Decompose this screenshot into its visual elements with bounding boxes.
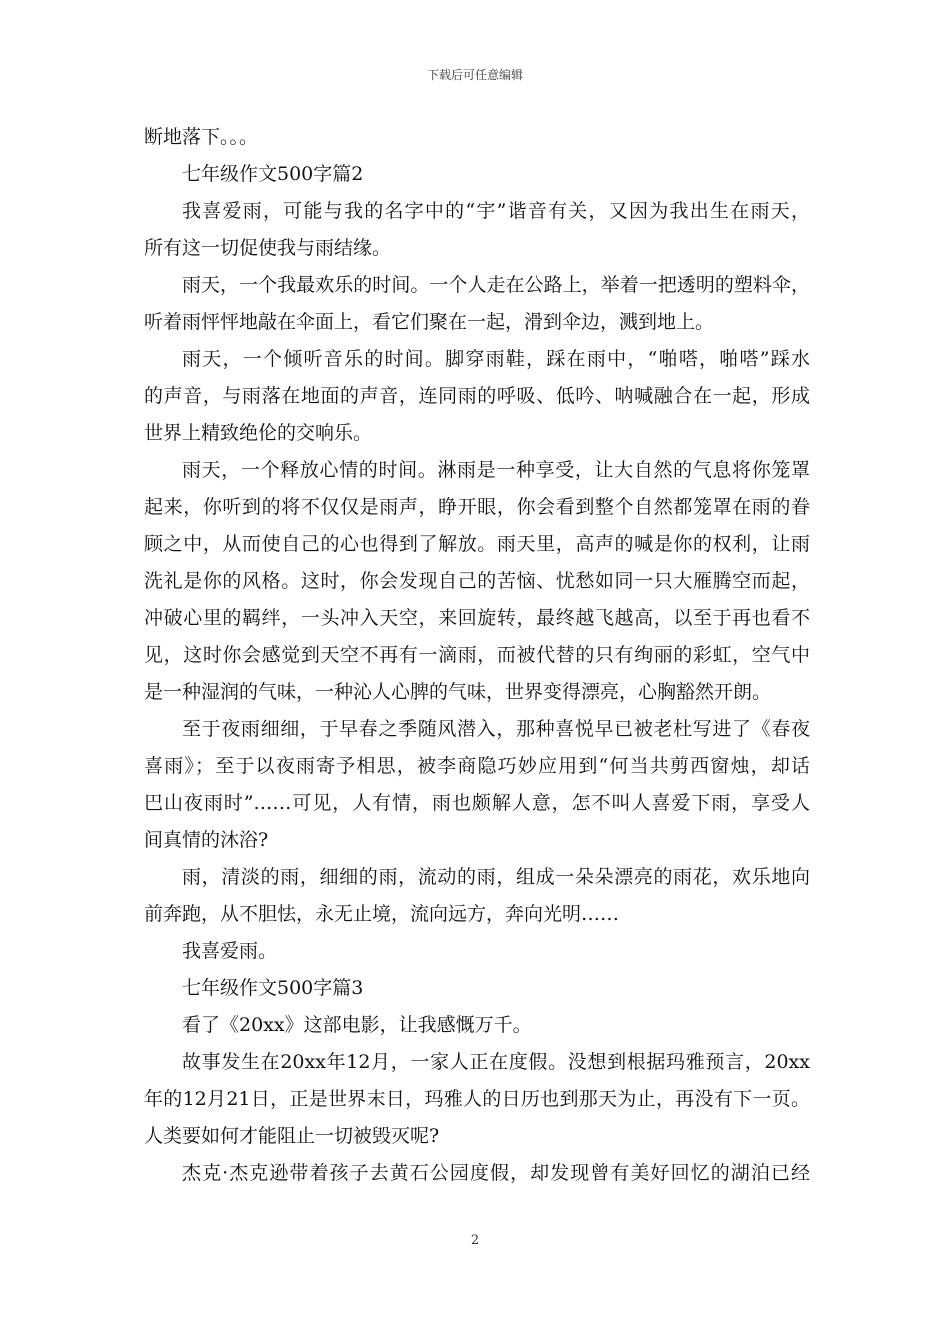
text-line: 断地落下。。。 [144,126,259,148]
page-header: 下载后可任意编辑 [426,68,523,82]
text-line: 所有这一切促使我与雨结缘。 [144,237,392,259]
text-line: 起来，你听到的将不仅仅是雨声，睁开眼，你会看到整个自然都笼罩在雨的眷 [144,496,810,518]
text-line: 雨，清淡的雨，细细的雨，流动的雨，组成一朵朵漂亮的雨花，欢乐地向 [182,866,810,888]
text-line: 七年级作文500字篇3 [182,977,364,999]
text-line: 世界上精致绝伦的交响乐。 [144,422,373,444]
text-line: 顾之中，从而使自己的心也得到了解放。雨天里，高声的喊是你的权利，让雨 [144,533,810,555]
text-line: 七年级作文500字篇2 [182,163,364,185]
page-number: 2 [470,1233,480,1248]
text-line: 雨天，一个我最欢乐的时间。一个人走在公路上，举着一把透明的塑料伞， [182,274,810,296]
text-line: 我喜爱雨。 [182,940,278,962]
text-line: 我喜爱雨，可能与我的名字中的“宇”谐音有关，又因为我出生在雨天， [182,200,810,222]
text-line: 故事发生在20xx年12月，一家人正在度假。没想到根据玛雅预言，20xx [182,1051,810,1073]
text-line: 看了《20xx》这部电影，让我感慨万千。 [182,1014,532,1036]
text-line: 洗礼是你的风格。这时，你会发现自己的苦恼、忧愁如同一只大雁腾空而起， [144,570,810,592]
text-line: 年的12月21日，正是世界末日，玛雅人的日历也到那天为止，再没有下一页。 [144,1088,810,1110]
text-line: 冲破心里的羁绊，一头冲入天空，来回旋转，最终越飞越高，以至于再也看不 [144,607,810,629]
text-line: 间真情的沐浴? [144,829,269,851]
text-line: 雨天，一个释放心情的时间。淋雨是一种享受，让大自然的气息将你笼罩 [182,459,810,481]
text-line: 至于夜雨细细，于早春之季随风潜入，那种喜悦早已被老杜写进了《春夜 [182,718,810,740]
text-line: 喜雨》；至于以夜雨寄予相思，被李商隐巧妙应用到“何当共剪西窗烛，却话 [144,755,810,777]
text-line: 巴山夜雨时”……可见，人有情，雨也颇解人意，怎不叫人喜爱下雨，享受人 [144,792,810,814]
text-line: 是一种湿润的气味，一种沁人心脾的气味，世界变得漂亮，心胸豁然开朗。 [144,681,772,703]
text-line: 雨天，一个倾听音乐的时间。脚穿雨鞋，踩在雨中，“啪嗒，啪嗒”踩水 [182,348,810,370]
text-line: 听着雨怦怦地敲在伞面上，看它们聚在一起，滑到伞边，溅到地上。 [144,311,715,333]
text-line: 的声音，与雨落在地面的声音，连同雨的呼吸、低吟、呐喊融合在一起，形成 [144,385,810,407]
text-line: 杰克·杰克逊带着孩子去黄石公园度假，却发现曾有美好回忆的湖泊已经 [182,1162,810,1184]
document-body [144,119,810,1192]
text-line: 前奔跑，从不胆怯，永无止境，流向远方，奔向光明…… [144,903,620,925]
text-line: 见，这时你会感觉到天空不再有一滴雨，而被代替的只有绚丽的彩虹，空气中 [144,644,810,666]
text-line: 人类要如何才能阻止一切被毁灭呢? [144,1125,440,1147]
